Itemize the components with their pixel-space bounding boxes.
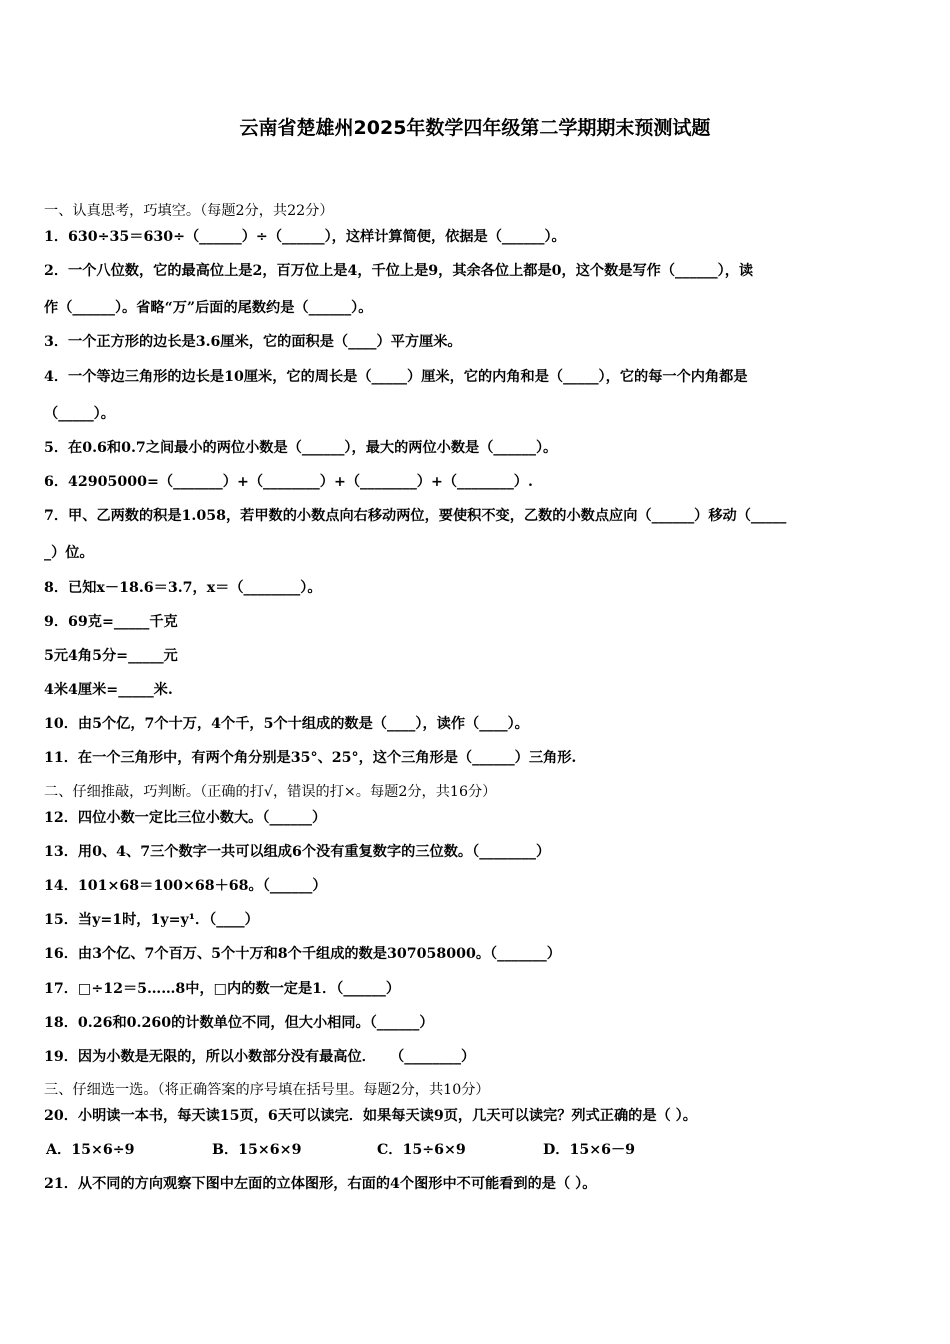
section-3-heading: 三、仔细选一选。（将正确答案的序号填在括号里。每题2分，共10分）	[44, 1082, 490, 1098]
section-2-heading: 二、仔细推敲，巧判断。（正确的打√，错误的打×。每题2分，共16分）	[44, 784, 497, 800]
question-2-line-2: 作（______）。省略“万”后面的尾数约是（______）。	[44, 300, 373, 316]
question-3: 3．一个正方形的边长是3.6厘米，它的面积是（____）平方厘米。	[44, 334, 462, 350]
question-20-option-a[interactable]: A．15×6÷9	[46, 1142, 135, 1158]
question-21: 21．从不同的方向观察下图中左面的立体图形，右面的4个图形中不可能看到的是（ ）。	[44, 1176, 597, 1192]
question-20-option-d[interactable]: D．15×6－9	[543, 1142, 636, 1158]
question-19: 19．因为小数是无限的，所以小数部分没有最高位． （________）	[44, 1049, 476, 1065]
question-15: 15．当y=1时，1y=y¹．（____）	[44, 912, 259, 928]
question-20-option-b[interactable]: B．15×6×9	[212, 1142, 302, 1158]
question-13: 13．用0、4、7三个数字一共可以组成6个没有重复数字的三位数。（________）	[44, 844, 551, 860]
question-8: 8．已知x－18.6＝3.7，x＝（________）。	[44, 580, 322, 596]
question-12: 12．四位小数一定比三位小数大。（______）	[44, 810, 327, 826]
section-1-heading: 一、认真思考，巧填空。（每题2分，共22分）	[44, 203, 334, 219]
question-5: 5．在0.6和0.7之间最小的两位小数是（______），最大的两位小数是（______）。	[44, 440, 558, 456]
question-4-line-1: 4．一个等边三角形的边长是10厘米，它的周长是（_____）厘米，它的内角和是（_____），它的每一个内角都是	[44, 369, 748, 385]
question-2-line-1: 2．一个八位数，它的最高位上是2，百万位上是4，千位上是9，其余各位上都是0，这个数是写作（______），读	[44, 263, 754, 279]
question-6: 6．42905000=（_______）+（________）+（________）+（________）.	[44, 474, 533, 490]
question-7-line-2: _）位。	[44, 545, 94, 561]
question-9-line-1: 9．69克=_____千克	[44, 614, 178, 630]
question-4-line-2: （_____）。	[44, 406, 115, 422]
question-14: 14．101×68＝100×68＋68。（______）	[44, 878, 327, 894]
question-1: 1．630÷35＝630÷（______）÷（______），这样计算简便，依据是（______）。	[44, 229, 566, 245]
question-9-line-2: 5元4角5分=_____元	[44, 648, 178, 664]
question-20: 20．小明读一本书，每天读15页，6天可以读完．如果每天读9页，几天可以读完？列式正确的是（ ）。	[44, 1108, 697, 1124]
question-9-line-3: 4米4厘米=_____米.	[44, 682, 173, 698]
question-17: 17．□÷12＝5……8中，□内的数一定是1．（______）	[44, 981, 401, 997]
page-title: 云南省楚雄州2025年数学四年级第二学期期末预测试题	[239, 117, 711, 139]
question-10: 10．由5个亿，7个十万，4个千，5个十组成的数是（____），读作（____）。	[44, 716, 529, 732]
question-16: 16．由3个亿、7个百万、5个十万和8个千组成的数是307058000。（_______）	[44, 946, 561, 962]
question-20-option-c[interactable]: C．15÷6×9	[377, 1142, 466, 1158]
question-7-line-1: 7．甲、乙两数的积是1.058，若甲数的小数点向右移动两位，要使积不变，乙数的小数点应向（______）移动（_____	[44, 508, 787, 524]
question-18: 18．0.26和0.260的计数单位不同，但大小相同。（______）	[44, 1015, 434, 1031]
question-11: 11．在一个三角形中，有两个角分别是35°、25°，这个三角形是（______）三角形.	[44, 750, 577, 766]
